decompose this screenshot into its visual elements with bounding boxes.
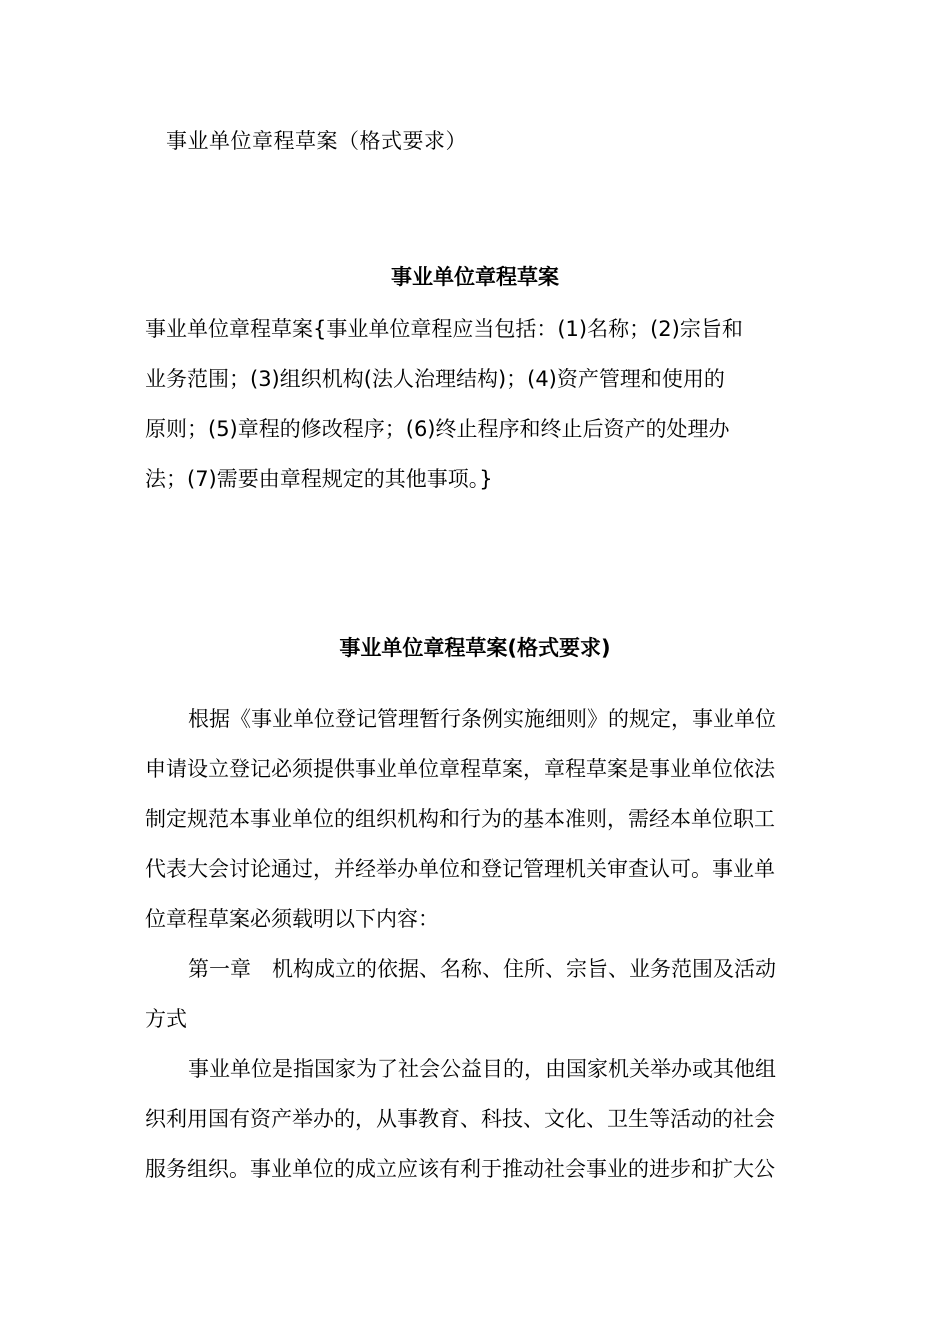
chapter-heading-line: 方式 bbox=[145, 1007, 187, 1031]
paragraph-line: 事业单位章程草案{事业单位章程应当包括：(1)名称；(2)宗旨和 bbox=[145, 317, 743, 341]
chapter-heading-paragraph bbox=[145, 944, 807, 1044]
paragraph-line: 制定规范本事业单位的组织机构和行为的基本准则，需经本单位职工 bbox=[145, 807, 775, 831]
document-header-line: 事业单位章程草案（格式要求） bbox=[166, 129, 467, 153]
paragraph-line: 织利用国有资产举办的，从事教育、科技、文化、卫生等活动的社会 bbox=[145, 1107, 775, 1131]
paragraph-line: 事业单位是指国家为了社会公益目的，由国家机关举办或其他组 bbox=[188, 1057, 776, 1081]
section-title: 事业单位章程草案 bbox=[391, 265, 559, 289]
format-requirements-title: 事业单位章程草案(格式要求) bbox=[339, 636, 611, 660]
intro-paragraph bbox=[145, 694, 807, 944]
body-paragraph bbox=[145, 1044, 807, 1194]
paragraph-line: 原则；(5)章程的修改程序；(6)终止程序和终止后资产的处理办 bbox=[145, 417, 730, 441]
section-summary-paragraph bbox=[145, 304, 807, 504]
paragraph-line: 代表大会讨论通过，并经举办单位和登记管理机关审查认可。事业单 bbox=[145, 857, 775, 881]
paragraph-line: 位章程草案必须载明以下内容： bbox=[145, 907, 439, 931]
paragraph-line: 服务组织。事业单位的成立应该有利于推动社会事业的进步和扩大公 bbox=[145, 1157, 775, 1181]
paragraph-line: 业务范围；(3)组织机构(法人治理结构)；(4)资产管理和使用的 bbox=[145, 367, 725, 391]
paragraph-line: 申请设立登记必须提供事业单位章程草案，章程草案是事业单位依法 bbox=[145, 757, 775, 781]
paragraph-line: 法；(7)需要由章程规定的其他事项。} bbox=[145, 467, 493, 491]
chapter-heading-line: 第一章 机构成立的依据、名称、住所、宗旨、业务范围及活动 bbox=[188, 957, 776, 981]
paragraph-line: 根据《事业单位登记管理暂行条例实施细则》的规定，事业单位 bbox=[188, 707, 776, 731]
